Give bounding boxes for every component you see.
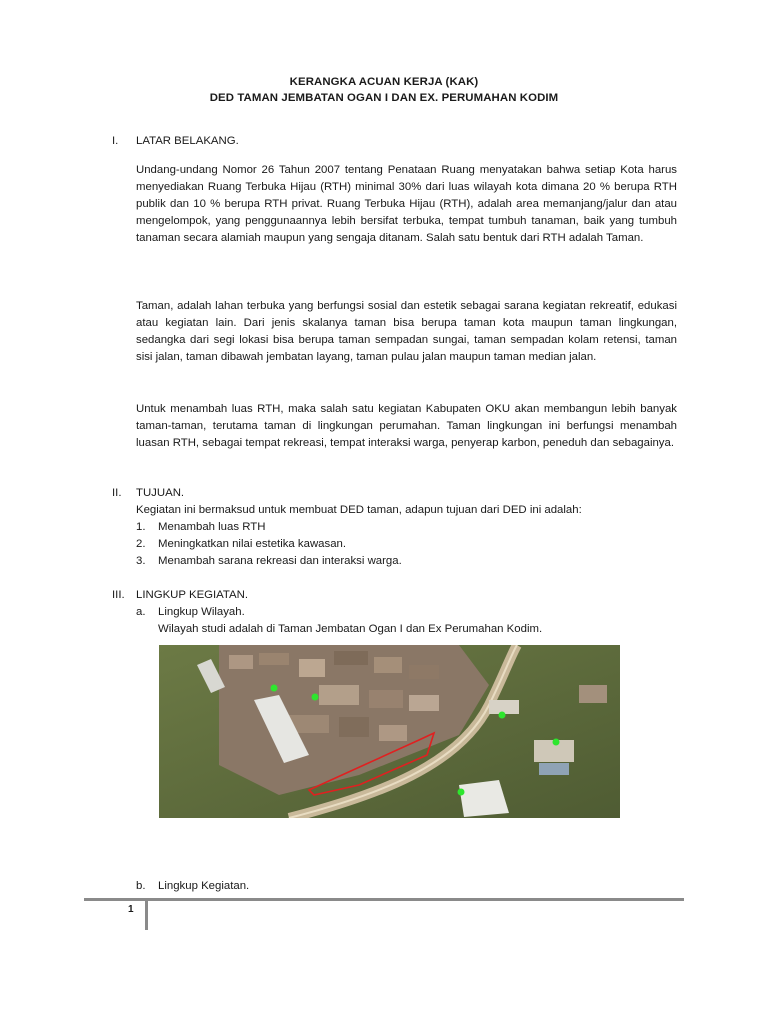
section-number: I. <box>112 135 119 147</box>
right-building <box>539 763 569 775</box>
section-title: TUJUAN. <box>136 487 185 499</box>
document-title-line-2: DED TAMAN JEMBATAN OGAN I DAN EX. PERUMAHAN KODIM <box>209 92 559 104</box>
location-marker <box>458 789 465 796</box>
right-building <box>489 700 519 714</box>
location-marker <box>271 685 278 692</box>
subsection-letter: b. <box>136 880 146 892</box>
list-item-text: Menambah sarana rekreasi dan interaksi warga. <box>158 555 402 567</box>
section-number: III. <box>112 589 125 601</box>
location-marker <box>312 694 319 701</box>
paragraph-rth-definition: Undang-undang Nomor 26 Tahun 2007 tentang Penataan Ruang menyatakan bahwa setiap Kota harus menyediakan Ruang Terbuka Hijau (RTH) minimal 30% dari luas wilayah kota dimana 20 % berupa RTH publik dan 10 % berupa RTH privat. Ruang Terbuka Hijau (RTH), adalah area memanjang/jalur dan atau mengelompok, yang penggunaannya lebih bersifat terbuka, tempat tumbuh tanaman, baik yang tumbuh tanaman secara alamiah maupun yang sengaja ditanam. Salah satu bentuk dari RTH adalah Taman. <box>136 164 677 244</box>
section-title: LATAR BELAKANG. <box>136 135 239 147</box>
list-item-text: Menambah luas RTH <box>158 521 266 533</box>
document-title-line-1: KERANGKA ACUAN KERJA (KAK) <box>289 76 479 88</box>
section-number: II. <box>112 487 122 499</box>
location-marker <box>553 739 560 746</box>
right-building <box>579 685 607 703</box>
list-item-number: 2. <box>136 538 146 550</box>
subsection-letter: a. <box>136 606 146 618</box>
subsection-title: Lingkup Wilayah. <box>158 606 245 618</box>
aerial-site-map <box>159 645 620 818</box>
footer-rule <box>84 898 684 901</box>
location-marker <box>499 712 506 719</box>
paragraph-taman-definition: Taman, adalah lahan terbuka yang berfungsi sosial dan estetik sebagai sarana kegiatan rekreatif, edukasi atau kegiatan lain. Dari jenis skalanya taman bisa berupa taman kota maupun taman lingkungan, sedangka dari segi lokasi bisa berupa taman sempadan sungai, taman sempadan kolam retensi, taman sisi jalan, taman dibawah jembatan layang, taman pulau jalan maupun taman median jalan. <box>136 300 677 363</box>
list-item-number: 1. <box>136 521 146 533</box>
paragraph-oku-plan: Untuk menambah luas RTH, maka salah satu kegiatan Kabupaten OKU akan membangun lebih banyak taman-taman, terutama taman di lingkungan perumahan. Taman lingkungan ini berfungsi menambah luasan RTH, sebagai tempat rekreasi, tempat interaksi warga, penyerap karbon, peneduh dan sebagainya. <box>136 403 677 449</box>
tujuan-intro: Kegiatan ini bermaksud untuk membuat DED taman, adapun tujuan dari DED ini adalah: <box>136 504 582 516</box>
page-number: 1 <box>128 904 134 915</box>
list-item-text: Meningkatkan nilai estetika kawasan. <box>158 538 347 550</box>
list-item-number: 3. <box>136 555 146 567</box>
lingkup-wilayah-description: Wilayah studi adalah di Taman Jembatan Ogan I dan Ex Perumahan Kodim. <box>158 623 543 635</box>
subsection-title: Lingkup Kegiatan. <box>158 880 250 892</box>
footer-divider <box>145 898 148 930</box>
section-title: LINGKUP KEGIATAN. <box>136 589 249 601</box>
